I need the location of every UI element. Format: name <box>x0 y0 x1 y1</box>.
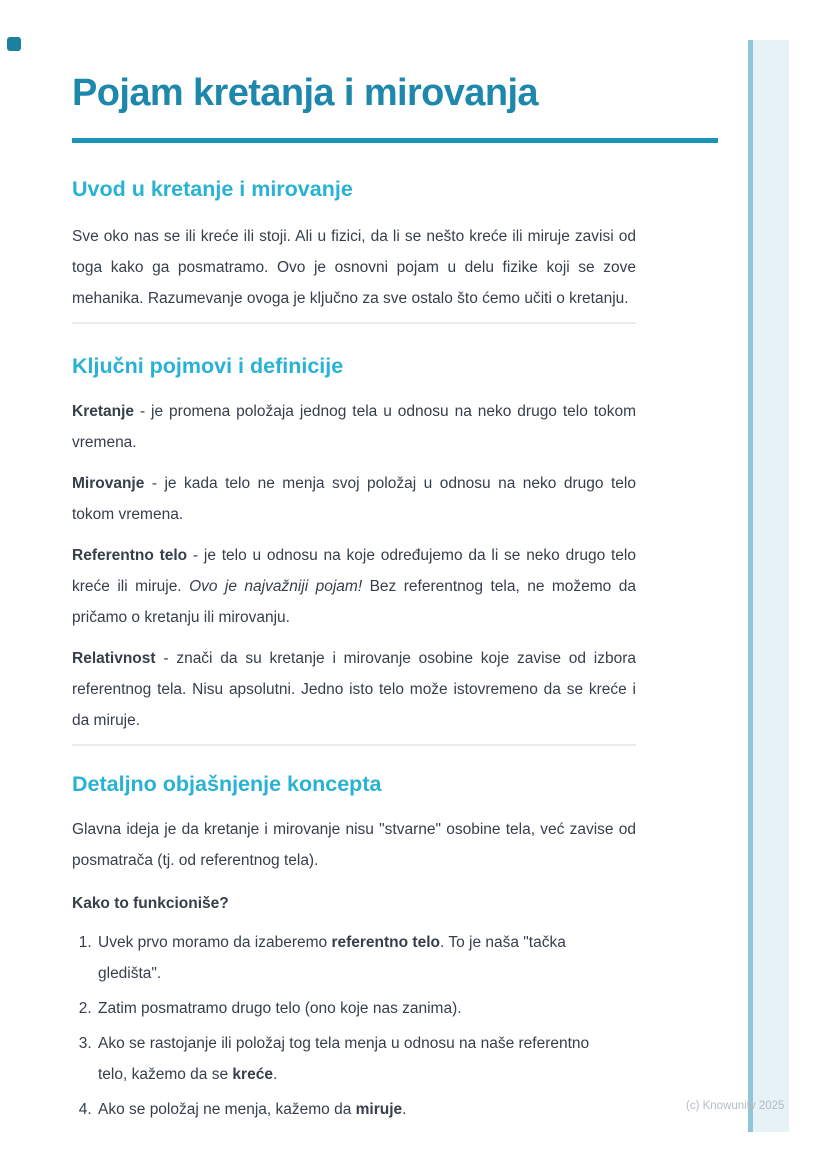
section-divider <box>72 744 636 746</box>
page-edge-strip <box>748 40 789 1132</box>
page-title: Pojam kretanja i mirovanja <box>72 72 538 114</box>
definition-mirovanje: Mirovanje - je kada telo ne menja svoj položaj u odnosu na neko drugo telo tokom vremena. <box>72 475 636 523</box>
brand-badge-icon <box>7 37 21 51</box>
definition-relativnost: Relativnost - znači da su kretanje i mirovanje osobine koje zavise od izbora referentnog tela. Nisu apsolutni. Jedno isto telo može istovremeno da se kreće i da miruje. <box>72 650 636 729</box>
section-heading-pojmovi: Ključni pojmovi i definicije <box>72 354 344 378</box>
list-item: 3. Ako se rastojanje ili položaj tog tela menja u odnosu na naše referentno telo, kažemo da se kreće. <box>96 1028 636 1090</box>
section-divider <box>72 322 636 324</box>
definition-kretanje: Kretanje - je promena položaja jednog tela u odnosu na neko drugo telo tokom vremena. <box>72 403 636 451</box>
content-column <box>72 0 636 1129</box>
steps-list <box>72 927 636 1125</box>
copyright-watermark: (c) Knowunity 2025 <box>686 1100 785 1112</box>
list-item: 4. Ako se položaj ne menja, kažemo da miruje. <box>96 1094 636 1125</box>
list-item: 2. Zatim posmatramo drugo telo (ono koje nas zanima). <box>96 993 636 1024</box>
sub-heading-kako: Kako to funkcioniše? <box>72 895 229 912</box>
definition-referentno-telo: Referentno telo - je telo u odnosu na koje određujemo da li se neko drugo telo kreće ili miruje. Ovo je najvažniji pojam! Bez referentnog tela, ne možemo da pričamo o kretanju ili mirovanju. <box>72 547 636 626</box>
intro-paragraph: Sve oko nas se ili kreće ili stoji. Ali u fizici, da li se nešto kreće ili miruje zavisi od toga kako ga posmatramo. Ovo je osnovni pojam u delu fizike koji se zove mehanika. Razumevanje ovoga je ključno za sve ostalo što ćemo učiti o kretanju. <box>72 228 636 307</box>
section-heading-uvod: Uvod u kretanje i mirovanje <box>72 177 353 201</box>
title-rule <box>72 138 718 143</box>
section-heading-objasnjenje: Detaljno objašnjenje koncepta <box>72 772 382 796</box>
list-item: 1. Uvek prvo moramo da izaberemo referentno telo. To je naša "tačka gledišta". <box>96 927 636 989</box>
lead-paragraph: Glavna ideja je da kretanje i mirovanje nisu "stvarne" osobine tela, već zavise od posmatrača (tj. od referentnog tela). <box>72 821 636 869</box>
